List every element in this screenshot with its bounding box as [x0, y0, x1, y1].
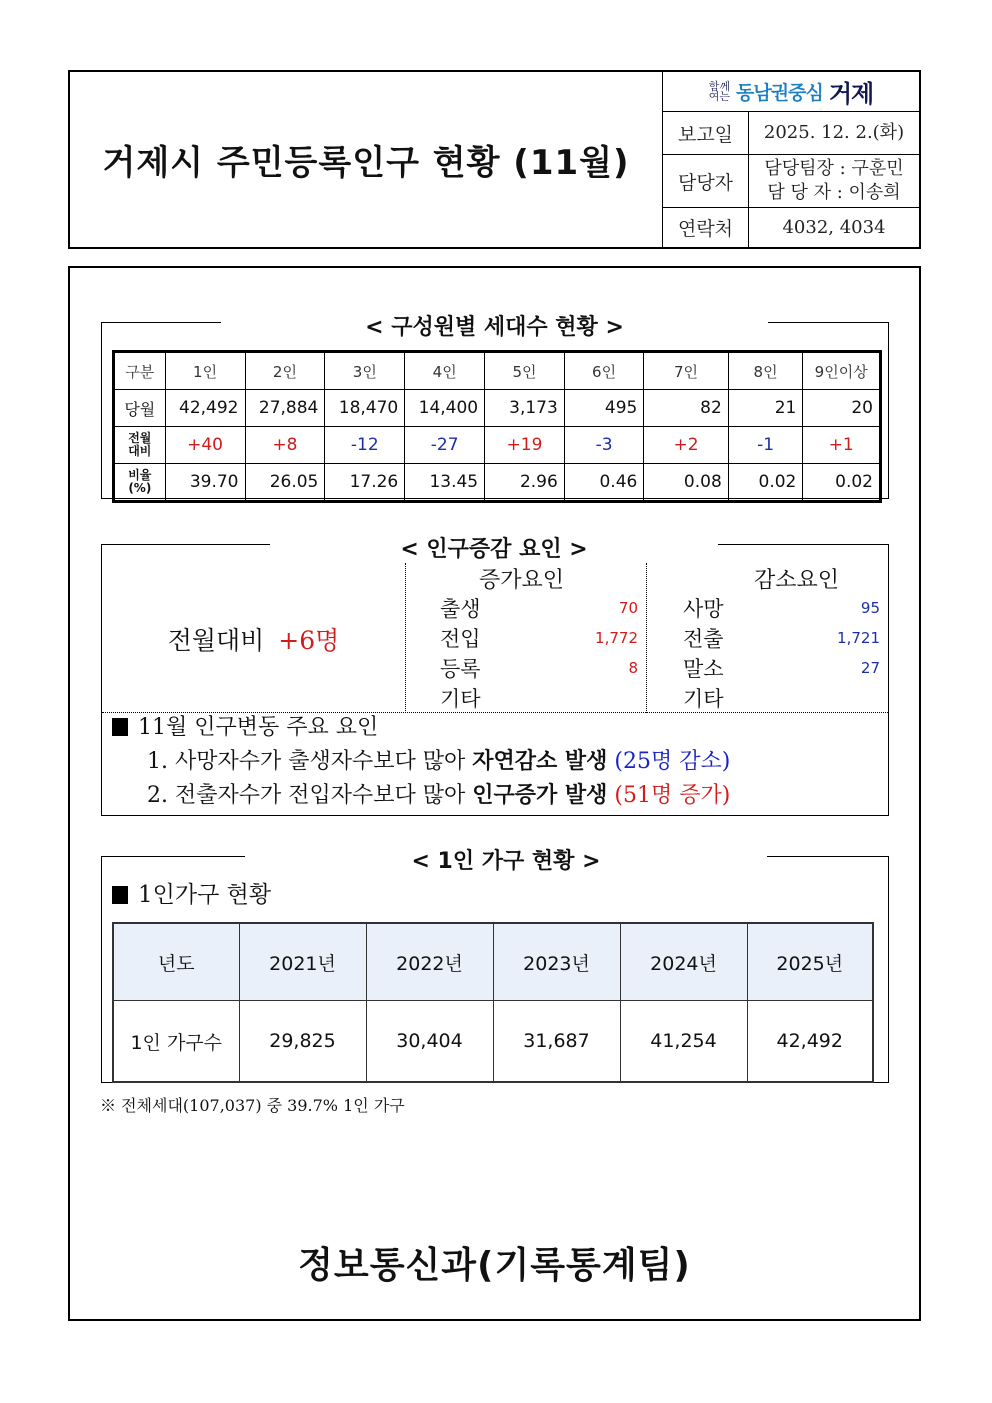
column-header: 구분	[114, 352, 166, 390]
row-label: 당월	[114, 390, 166, 427]
decrease-factors	[683, 563, 880, 713]
table-row	[114, 427, 881, 464]
table-cell: 29,825	[239, 1001, 366, 1083]
column-header: 4인	[405, 352, 485, 390]
factor-item: 기타	[440, 687, 481, 711]
page-title: 거제시 주민등록인구 현황 (11월)	[70, 72, 663, 247]
section-divider	[101, 856, 245, 857]
column-header: 2022년	[366, 923, 493, 1001]
single-household-section-title: < 1인 가구 현황 >	[411, 849, 601, 874]
report-date-label: 보고일	[663, 112, 749, 154]
square-bullet-icon	[112, 886, 128, 904]
column-header: 9인이상	[803, 352, 881, 390]
manager-value	[749, 155, 919, 207]
report-date-row	[663, 112, 919, 155]
row-label: 전월 대비	[114, 427, 166, 464]
cause-item: 1. 사망자수가 출생자수보다 많아 자연감소 발생 (25명 감소)	[147, 748, 731, 774]
table-cell: 18,470	[325, 390, 405, 427]
table-header-row	[113, 923, 873, 1001]
factor-item: 사망 95	[683, 597, 880, 621]
city-logo	[663, 72, 919, 112]
table-cell: 0.08	[644, 464, 728, 502]
column-header: 6인	[564, 352, 644, 390]
contact-label: 연락처	[663, 208, 749, 247]
table-row	[114, 390, 881, 427]
increase-factors	[440, 563, 638, 713]
staff: 담 당 자 : 이송희	[767, 182, 901, 203]
section-divider	[101, 322, 221, 323]
table-cell: 82	[644, 390, 728, 427]
table-cell: 495	[564, 390, 644, 427]
column-header: 2023년	[493, 923, 620, 1001]
team-leader: 담당팀장 : 구훈민	[764, 158, 904, 179]
table-cell: 0.46	[564, 464, 644, 502]
household-table	[112, 350, 882, 503]
table-cell: -12	[325, 427, 405, 464]
section-divider	[768, 322, 889, 323]
decrease-heading: 감소요인	[753, 568, 839, 593]
report-header	[68, 70, 921, 249]
causes-heading: 11월 인구변동 주요 요인	[112, 712, 882, 744]
column-header: 2024년	[620, 923, 747, 1001]
table-cell: +1	[803, 427, 881, 464]
table-cell: 41,254	[620, 1001, 747, 1083]
factor-item: 기타	[683, 687, 724, 711]
table-cell: 17.26	[325, 464, 405, 502]
factor-item: 등록 8	[440, 657, 638, 681]
table-cell: 42,492	[165, 390, 245, 427]
summary-value: +6명	[278, 625, 340, 655]
table-cell: 31,687	[493, 1001, 620, 1083]
manager-label: 담당자	[663, 155, 749, 207]
row-label: 비율 (%)	[114, 464, 166, 502]
column-header: 5인	[485, 352, 565, 390]
column-header: 7인	[644, 352, 728, 390]
column-header: 2인	[245, 352, 325, 390]
factor-item: 출생 70	[440, 597, 638, 621]
table-cell: +40	[165, 427, 245, 464]
table-cell: 0.02	[728, 464, 803, 502]
column-header: 3인	[325, 352, 405, 390]
table-header-row	[114, 352, 881, 390]
table-cell: 2.96	[485, 464, 565, 502]
column-header: 8인	[728, 352, 803, 390]
contact-value: 4032, 4034	[782, 216, 886, 238]
logo-city-name: 거제	[828, 80, 874, 108]
column-header: 1인	[165, 352, 245, 390]
table-cell: 21	[728, 390, 803, 427]
report-info-panel	[663, 72, 919, 247]
table-cell: +2	[644, 427, 728, 464]
logo-slogan: 함께 여는	[708, 79, 731, 103]
table-row	[113, 1001, 873, 1083]
single-household-subheading: 1인가구 현황	[112, 876, 271, 909]
table-cell: 42,492	[747, 1001, 873, 1083]
household-section-title: < 구성원별 세대수 현황 >	[365, 315, 624, 340]
table-cell: -27	[405, 427, 485, 464]
report-date-value: 2025. 12. 2.(화)	[763, 122, 905, 143]
table-cell: 3,173	[485, 390, 565, 427]
square-bullet-icon	[112, 718, 128, 736]
table-cell: +8	[245, 427, 325, 464]
table-cell: +19	[485, 427, 565, 464]
cause-item: 2. 전출자수가 전입자수보다 많아 인구증가 발생 (51명 증가)	[147, 782, 731, 808]
table-cell: -3	[564, 427, 644, 464]
table-cell: 13.45	[405, 464, 485, 502]
main-causes	[112, 712, 882, 812]
table-row	[114, 464, 881, 502]
table-cell: 30,404	[366, 1001, 493, 1083]
contact-row	[663, 208, 919, 247]
divider	[646, 563, 647, 713]
table-cell: 14,400	[405, 390, 485, 427]
single-household-table	[112, 922, 874, 1083]
monthly-change-summary	[102, 565, 405, 712]
section-divider	[718, 544, 889, 545]
table-cell: 0.02	[803, 464, 881, 502]
footnote: ※ 전체세대(107,037) 중 39.7% 1인 가구	[100, 1096, 405, 1115]
table-cell: 39.70	[165, 464, 245, 502]
section-divider	[767, 856, 889, 857]
table-cell: -1	[728, 427, 803, 464]
factor-item: 말소 27	[683, 657, 880, 681]
section-divider	[101, 544, 270, 545]
factor-item: 전출 1,721	[683, 627, 880, 651]
row-label: 1인 가구수	[113, 1001, 239, 1083]
department-footer: 정보통신과(기록통계팀)	[298, 1245, 691, 1286]
increase-heading: 증가요인	[478, 568, 564, 593]
column-header: 2025년	[747, 923, 873, 1001]
factor-item: 전입 1,772	[440, 627, 638, 651]
column-header: 2021년	[239, 923, 366, 1001]
table-cell: 20	[803, 390, 881, 427]
factors-section-title: < 인구증감 요인 >	[400, 537, 588, 562]
column-header: 년도	[113, 923, 239, 1001]
manager-row	[663, 155, 919, 208]
logo-tagline: 동남권중심	[736, 82, 823, 104]
table-cell: 27,884	[245, 390, 325, 427]
table-cell: 26.05	[245, 464, 325, 502]
summary-label: 전월대비	[167, 625, 265, 655]
